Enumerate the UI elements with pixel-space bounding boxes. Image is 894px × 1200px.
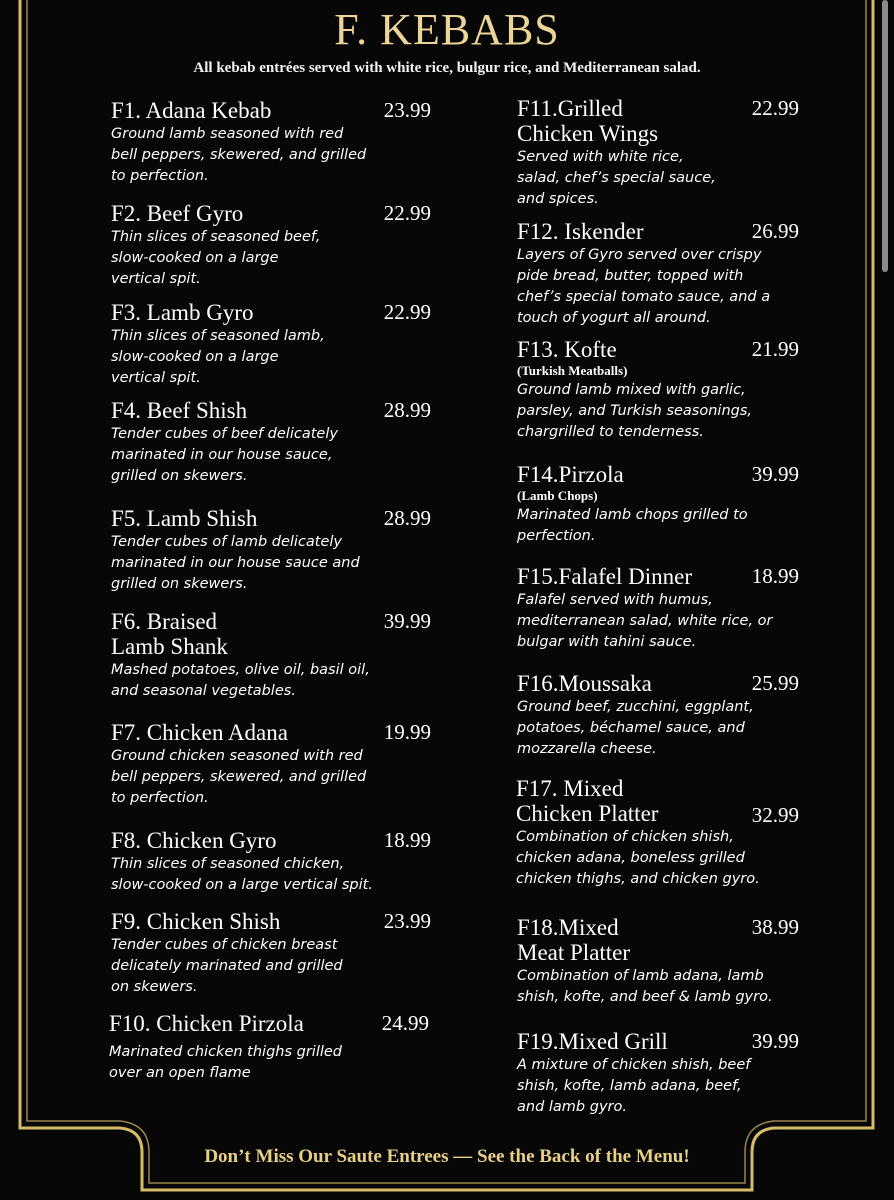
menu-item <box>517 671 799 760</box>
item-name: F10. Chicken Pirzola <box>109 1011 304 1036</box>
item-description: Marinated lamb chops grilled to perfection. <box>517 507 748 544</box>
menu-item <box>517 915 799 1008</box>
item-price: 23.99 <box>383 909 431 933</box>
item-description: Falafel served with humus, mediterranean salad, white rice, or bulgar with tahini sauce. <box>517 592 773 650</box>
item-description: Layers of Gyro served over crispy pide bread, butter, topped with chef’s special tomato sauce, and a touch of yogurt all around. <box>517 247 771 326</box>
item-price: 22.99 <box>383 201 431 225</box>
item-description: Combination of chicken shish, chicken adana, boneless grilled chicken thighs, and chicken gyro. <box>516 829 760 887</box>
menu-item <box>516 776 799 890</box>
item-price: 22.99 <box>751 96 799 120</box>
item-price: 18.99 <box>383 828 431 852</box>
menu-item <box>111 506 431 595</box>
item-description: Thin slices of seasoned lamb, slow-cooked on a large vertical spit. <box>111 328 325 386</box>
menu-item <box>111 720 431 809</box>
item-description: A mixture of chicken shish, beef shish, kofte, lamb adana, beef, and lamb gyro. <box>517 1057 751 1115</box>
menu-footer-note: Don’t Miss Our Saute Entrees — See the Back of the Menu! <box>204 1146 690 1167</box>
menu-item <box>111 300 431 389</box>
item-name: F7. Chicken Adana <box>111 720 288 745</box>
item-price: 28.99 <box>383 398 431 422</box>
item-price: 22.99 <box>383 300 431 324</box>
menu-item <box>111 609 431 702</box>
item-note: (Turkish Meatballs) <box>517 363 628 378</box>
menu-item <box>517 96 799 210</box>
item-price: 19.99 <box>383 720 431 744</box>
item-price: 25.99 <box>751 671 799 695</box>
item-description: Ground beef, zucchini, eggplant, potatoes, béchamel sauce, and mozzarella cheese. <box>517 699 754 757</box>
item-name: F11.Grilled Chicken Wings <box>517 96 659 146</box>
item-price: 24.99 <box>381 1011 429 1035</box>
scrollbar-thumb[interactable] <box>882 0 888 272</box>
item-description: Tender cubes of beef delicately marinated in our house sauce, grilled on skewers. <box>111 426 338 484</box>
menu-item <box>111 98 431 187</box>
item-description: Thin slices of seasoned chicken, slow-cooked on a large vertical spit. <box>111 856 373 893</box>
menu-item <box>109 1011 429 1084</box>
item-name: F12. Iskender <box>517 219 644 244</box>
item-price: 32.99 <box>751 803 799 827</box>
menu-section-subtitle: All kebab entrées served with white rice, bulgur rice, and Mediterranean salad. <box>193 60 701 76</box>
item-description: Mashed potatoes, olive oil, basil oil, and seasonal vegetables. <box>111 662 370 699</box>
item-description: Ground lamb mixed with garlic, parsley, and Turkish seasonings, chargrilled to tenderness. <box>517 382 753 440</box>
item-description: Marinated chicken thighs grilled over an open flame <box>109 1044 342 1081</box>
item-price: 26.99 <box>751 219 799 243</box>
item-price: 28.99 <box>383 506 431 530</box>
item-name: F14.Pirzola <box>517 462 624 487</box>
item-price: 23.99 <box>383 98 431 122</box>
item-description: Tender cubes of lamb delicately marinated in our house sauce and grilled on skewers. <box>111 534 360 592</box>
item-price: 18.99 <box>751 564 799 588</box>
menu-item <box>517 219 799 329</box>
item-name: F5. Lamb Shish <box>111 506 258 531</box>
menu-item <box>111 201 431 290</box>
menu-item <box>111 909 431 998</box>
menu-section-title: F. KEBABS <box>334 5 560 54</box>
item-description: Thin slices of seasoned beef, slow-cooked on a large vertical spit. <box>111 229 321 287</box>
item-price: 38.99 <box>751 915 799 939</box>
item-name: F18.Mixed Meat Platter <box>517 915 631 965</box>
item-note: (Lamb Chops) <box>517 488 598 503</box>
item-description: Combination of lamb adana, lamb shish, kofte, and beef & lamb gyro. <box>517 968 773 1005</box>
item-name: F3. Lamb Gyro <box>111 300 254 325</box>
item-description: Ground chicken seasoned with red bell peppers, skewered, and grilled to perfection. <box>111 748 367 806</box>
item-price: 39.99 <box>751 1029 799 1053</box>
menu-item <box>111 828 431 896</box>
item-name: F16.Moussaka <box>517 671 652 696</box>
item-price: 39.99 <box>751 462 799 486</box>
item-name: F8. Chicken Gyro <box>111 828 277 853</box>
menu-item <box>517 462 799 547</box>
item-description: Ground lamb seasoned with red bell peppers, skewered, and grilled to perfection. <box>111 126 367 184</box>
item-name: F17. Mixed Chicken Platter <box>516 776 659 826</box>
item-name: F1. Adana Kebab <box>111 98 272 123</box>
item-name: F9. Chicken Shish <box>111 909 281 934</box>
menu-item <box>517 1029 799 1118</box>
item-name: F2. Beef Gyro <box>111 201 244 226</box>
item-description: Tender cubes of chicken breast delicately marinated and grilled on skewers. <box>111 937 343 995</box>
item-name: F19.Mixed Grill <box>517 1029 668 1054</box>
item-description: Served with white rice, salad, chef’s special sauce, and spices. <box>517 149 716 207</box>
menu-item <box>517 337 799 443</box>
item-price: 21.99 <box>751 337 799 361</box>
item-name: F6. Braised Lamb Shank <box>111 609 228 659</box>
item-name: F13. Kofte <box>517 337 617 362</box>
menu-item <box>111 398 431 487</box>
item-name: F4. Beef Shish <box>111 398 248 423</box>
item-price: 39.99 <box>383 609 431 633</box>
item-name: F15.Falafel Dinner <box>517 564 693 589</box>
menu-item <box>517 564 799 653</box>
